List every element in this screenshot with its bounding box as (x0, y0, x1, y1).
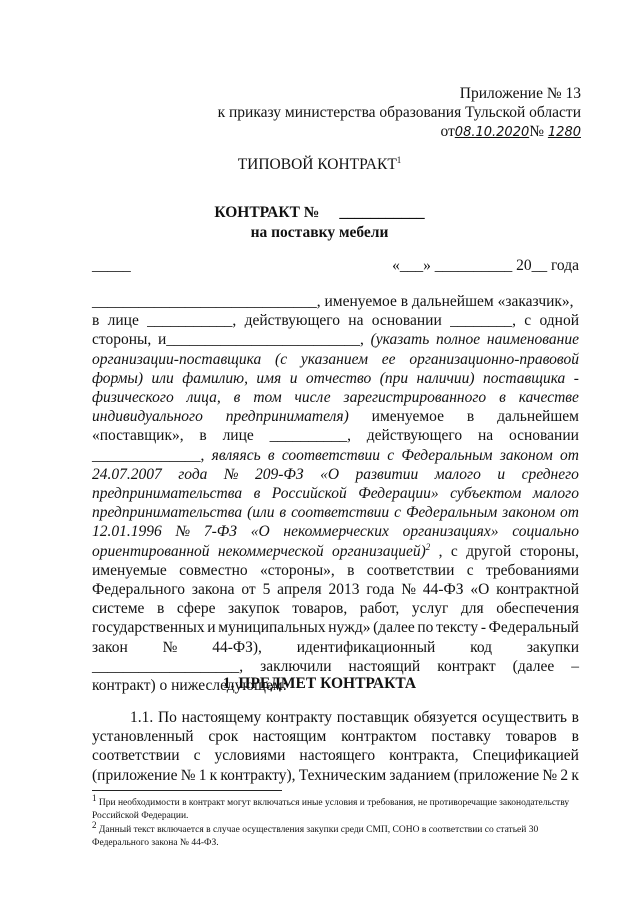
text-word: ___________________, (92, 657, 244, 675)
text-word: полное (435, 331, 481, 349)
text-word: № (162, 638, 178, 656)
text-word: стороны, (519, 542, 579, 560)
text-word: нужд» (328, 619, 371, 637)
text-word: к (571, 766, 579, 784)
text-word: другой (466, 542, 512, 560)
text-word: апреля (277, 581, 322, 599)
text-word: № (175, 523, 191, 541)
text-word: основании (371, 312, 442, 330)
text-word: в (499, 389, 506, 407)
text-word: к (209, 766, 218, 784)
text-word: организационно-правовой (409, 350, 579, 368)
text-word: «О (320, 465, 340, 483)
text-word: закупок (228, 600, 280, 618)
text-word: требованиями (485, 561, 579, 579)
contract-label: КОНТРАКТ № (214, 204, 320, 221)
footnote (92, 819, 579, 849)
footnote-text: При необходимости в контракт могут включаться иные условия и требования, не противоречащие законодательству Российской Федерации. (92, 798, 570, 821)
text-line (92, 522, 579, 541)
text-word: лица, (186, 389, 221, 407)
text-word: обязуется (413, 709, 478, 726)
text-word: – (571, 657, 579, 675)
text-word: Федерального (92, 581, 186, 599)
text-word: именуемое (371, 408, 444, 426)
text-word: работ, (359, 600, 400, 618)
text-word: 24.07.2007 (92, 465, 162, 483)
text-word: именуемые (92, 561, 167, 579)
text-word: физического (92, 389, 174, 407)
text-word: лице (107, 312, 139, 330)
handwritten-date: 08.10.2020 (454, 125, 530, 140)
section-title: 1. ПРЕДМЕТ КОНТРАКТА (222, 675, 417, 692)
text-word: среднего (521, 465, 579, 483)
title-footnote-mark: 1 (396, 155, 402, 165)
footnote-mark: 1 (92, 792, 97, 803)
text-line (92, 766, 579, 785)
text-word: на (477, 427, 494, 445)
footnote-divider (92, 790, 282, 791)
footnote (92, 792, 579, 822)
clause-1-1-text (92, 708, 579, 785)
text-word: имя (256, 369, 282, 387)
text-word: совместно (179, 561, 248, 579)
document-title (0, 155, 639, 174)
text-line (92, 350, 579, 369)
from-label: от (440, 123, 455, 140)
text-word: одной (539, 312, 579, 330)
text-word: муниципальных (218, 619, 326, 637)
text-word: от (241, 581, 256, 599)
text-line (92, 388, 579, 407)
text-line (92, 746, 579, 765)
text-line (92, 503, 579, 522)
contract-subject: на поставку мебели (250, 224, 389, 241)
text-word: соответствии (291, 504, 390, 522)
text-word: с (387, 446, 395, 464)
text-word: от (560, 446, 579, 464)
text-word: (далее (512, 657, 555, 675)
text-word: зарегистрированного (343, 389, 487, 407)
text-word: 44-ФЗ (422, 581, 464, 599)
text-word: предпринимателя) (225, 408, 349, 426)
text-word: некоммерческих (283, 523, 389, 541)
text-word: 1.1. (130, 709, 154, 726)
text-word: контракт (437, 657, 496, 675)
text-word: действующего (366, 427, 463, 445)
text-word: организациях» (402, 523, 499, 541)
contract-header (0, 203, 639, 243)
text-word: соответствии (366, 561, 455, 579)
text-word: (с (275, 350, 288, 368)
text-word: некоммерческой (217, 542, 324, 560)
text-line (92, 727, 579, 746)
text-word: тексту (436, 619, 479, 637)
text-word: (приложение (453, 766, 540, 784)
text-word: законом (499, 446, 553, 464)
text-word: ________, (450, 312, 516, 330)
text-line (92, 484, 579, 503)
text-word: контрактом (341, 728, 417, 746)
text-word: ___________, (147, 312, 237, 330)
text-word: от (560, 504, 579, 522)
text-word: в (571, 728, 579, 746)
text-word: № (542, 766, 558, 784)
text-word: идентификационный (296, 638, 436, 656)
text-word: 44-ФЗ), (212, 638, 262, 656)
text-word: № (180, 766, 196, 784)
text-word: № (401, 581, 416, 599)
text-word: развитии (355, 465, 419, 483)
text-word: и (289, 369, 298, 387)
text-line (92, 542, 579, 561)
text-word: предпринимательства (92, 485, 243, 503)
text-word: код (470, 638, 493, 656)
text-word: числе (294, 389, 331, 407)
footnote-text: Данный текст включается в случае осуществления закупки среди СМП, СОНО в соответствии со статьей 30 Федерального закона № 44-ФЗ. (92, 825, 539, 848)
text-word: организации-поставщика (92, 350, 262, 368)
text-word: закона (191, 581, 235, 599)
text-word: Спецификацией (472, 747, 579, 765)
text-word: настоящему (181, 709, 262, 726)
text-line (92, 311, 579, 330)
text-word: _____________________________, именуемое в дальнейшем «заказчик», (92, 293, 574, 310)
text-word: (приложение (92, 766, 178, 784)
text-word: настоящим (253, 728, 327, 746)
text-line (92, 369, 579, 388)
text-word: - (480, 619, 486, 637)
text-word: № (223, 465, 239, 483)
text-word: Федерации» (358, 485, 439, 503)
text-word: соответствии (281, 446, 380, 464)
text-word: основании (508, 427, 579, 445)
handwritten-number: 1280 (547, 125, 581, 140)
text-word: соответствии (92, 747, 180, 765)
text-word: в (92, 312, 100, 330)
text-word: «стороны», (259, 561, 335, 579)
text-word: товаров (505, 728, 557, 746)
text-word: «О (250, 523, 270, 541)
text-word: поставку (431, 728, 491, 746)
text-word: настоящий (348, 657, 421, 675)
text-word: закон (92, 638, 128, 656)
text-word: Техническим (298, 766, 387, 784)
text-word: 7-ФЗ (203, 523, 237, 541)
text-word: 2 (560, 766, 569, 784)
text-word: ориентированной (92, 542, 210, 560)
text-word: действующего (244, 312, 340, 330)
text-word: года (178, 465, 208, 483)
text-word: контракта, (389, 747, 459, 765)
text-word: (указать (370, 331, 430, 349)
text-word: лице (222, 427, 254, 445)
text-word: по (417, 619, 434, 637)
text-word: 5 (262, 581, 271, 599)
text-word: в (279, 504, 287, 522)
text-word: (далее (373, 619, 415, 637)
text-word: контракту), (220, 766, 296, 784)
text-word: в (233, 389, 241, 407)
text-word: Федеральным (401, 446, 493, 464)
preamble-text (92, 292, 579, 695)
text-word: качестве (518, 389, 579, 407)
text-word: с (450, 542, 458, 560)
text-line (92, 292, 579, 311)
text-word: формы) (92, 369, 144, 387)
text-word: государственных (92, 619, 205, 637)
contract-date: «___» __________ 20__ года (392, 257, 579, 274)
text-word: стороны, (92, 331, 152, 349)
text-word: системе (92, 600, 145, 618)
text-line (92, 599, 579, 618)
text-word: Федеральным (405, 504, 498, 522)
text-word: или (151, 369, 174, 387)
text-word: наличии) (416, 369, 475, 387)
text-word: в (156, 600, 165, 618)
title-text: ТИПОВОЙ КОНТРАКТ (237, 156, 397, 174)
text-line (92, 465, 579, 484)
text-word: осуществить (482, 709, 567, 726)
footnote-mark: 2 (92, 819, 97, 830)
text-word: предпринимательства (92, 504, 243, 522)
text-word: закупки (526, 638, 579, 656)
text-word: условиями (214, 747, 286, 765)
footnote-mark: 2 (425, 541, 431, 552)
text-word: в (347, 561, 355, 579)
text-line (92, 561, 579, 580)
number-label: № (529, 123, 545, 140)
contract-number-blank: ___________ (339, 204, 425, 221)
text-word: том (253, 389, 282, 407)
text-word: являясь (211, 446, 261, 464)
text-word: 2013 (328, 581, 360, 599)
text-word: индивидуального (92, 408, 203, 426)
text-word: срок (208, 728, 239, 746)
text-line (92, 708, 579, 727)
text-word: Российской (271, 485, 347, 503)
text-word: заключили (260, 657, 332, 675)
text-word: наименование (486, 331, 579, 349)
text-word: контрактной (496, 581, 579, 599)
text-line (92, 330, 579, 349)
text-word: для (460, 600, 484, 618)
text-word: товаров, (292, 600, 348, 618)
text-word: , (438, 542, 443, 560)
text-word: с (193, 747, 201, 765)
text-word: с (466, 561, 474, 579)
text-line (92, 446, 579, 465)
text-word: поставщика (483, 369, 566, 387)
text-line (92, 618, 579, 637)
text-word: услуг (411, 600, 449, 618)
text-word: ______________, (92, 446, 205, 464)
text-word: субъектом (450, 485, 522, 503)
text-word: в (466, 408, 475, 426)
text-word: По (157, 709, 177, 726)
text-word: и_________________________, (157, 331, 364, 349)
text-word: (при (379, 369, 409, 387)
text-word: заданием (389, 766, 451, 784)
text-line (92, 407, 579, 426)
contract-number-line (0, 203, 639, 223)
text-word: поставщик (336, 709, 409, 726)
text-word: с (394, 504, 402, 522)
text-word: с (524, 312, 532, 330)
text-word: социально (512, 523, 579, 541)
text-word: и (207, 619, 216, 637)
text-word: ее (381, 350, 396, 368)
text-word: (или (247, 504, 275, 522)
text-word: 1 (198, 766, 207, 784)
text-line (92, 657, 579, 676)
text-word: __________, (269, 427, 351, 445)
text-word: малого (532, 485, 579, 503)
text-word: года (366, 581, 395, 599)
text-line (92, 426, 579, 445)
text-word: и (497, 465, 506, 483)
text-word: малого (434, 465, 481, 483)
text-word: Федеральный (488, 619, 579, 637)
text-word: в (199, 427, 207, 445)
text-word: - (573, 369, 579, 387)
text-word: настоящего (299, 747, 376, 765)
text-word: в (267, 446, 275, 464)
text-word: законом (502, 504, 556, 522)
appendix-order-ref: к приказу министерства образования Тульской области (217, 104, 581, 121)
text-word: в (571, 709, 579, 726)
appendix-block (218, 84, 581, 142)
place-blank: _____ (92, 257, 131, 274)
text-word: контракту (266, 709, 333, 726)
text-word: отчество (305, 369, 372, 387)
text-word: дальнейшем (497, 408, 579, 426)
text-word: обеспечения (496, 600, 579, 618)
text-word: 12.01.1996 (92, 523, 162, 541)
text-word: в (253, 485, 261, 503)
text-word: фамилию, (182, 369, 248, 387)
text-line (92, 580, 579, 599)
text-word: сфере (176, 600, 216, 618)
appendix-number: Приложение № 13 (459, 85, 581, 102)
text-word: контракт) о нижеследующем: (92, 677, 287, 695)
appendix-date-line (218, 122, 581, 142)
text-line (92, 638, 579, 657)
text-word: установленный (92, 728, 194, 746)
footnotes (92, 792, 579, 851)
text-word: «О (470, 581, 490, 599)
text-word: 209-ФЗ (255, 465, 304, 483)
text-word: «поставщик», (92, 427, 184, 445)
text-word: указанием (300, 350, 368, 368)
text-word: на (348, 312, 364, 330)
text-word: организацией)$^2$ (331, 541, 431, 560)
